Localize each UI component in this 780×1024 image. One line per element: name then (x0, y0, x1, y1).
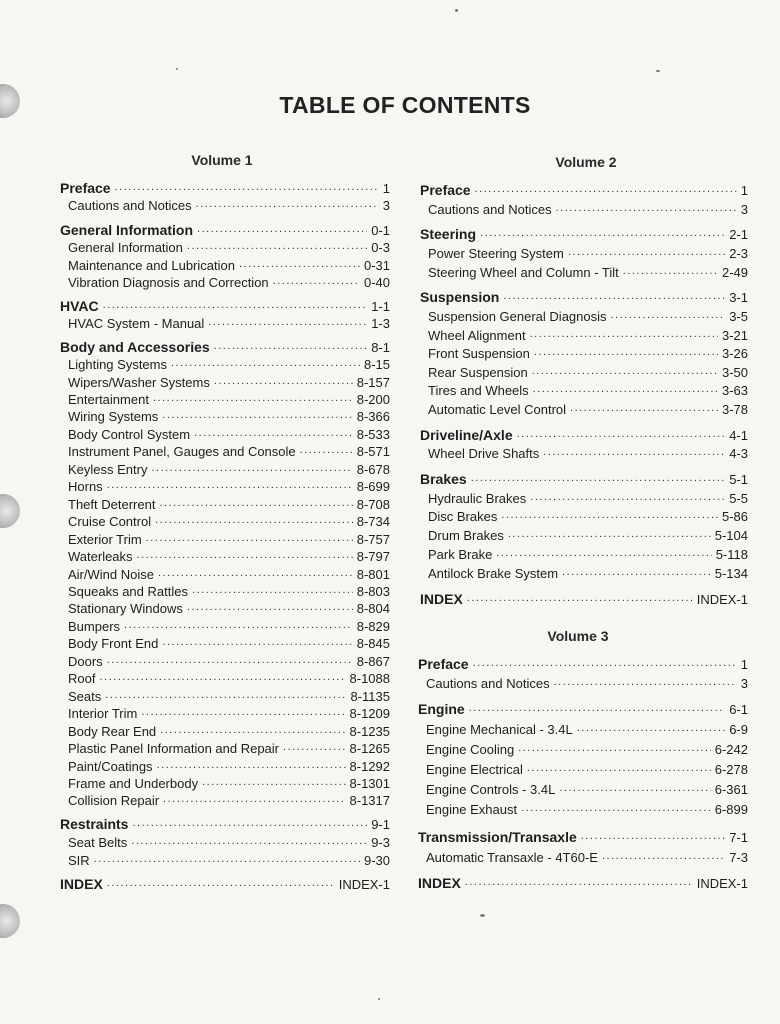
toc-page-number: 3-78 (721, 402, 748, 417)
dot-leader (157, 759, 346, 771)
toc-section-entry (60, 814, 390, 832)
toc-page-number: 8-1209 (349, 706, 390, 721)
toc-subsection-entry (60, 738, 390, 756)
toc-entry-title: Wheel Drive Shafts (428, 446, 540, 461)
toc-page-number: 8-1317 (349, 793, 390, 808)
dot-leader (473, 657, 737, 669)
toc-page-number: 8-829 (356, 619, 390, 634)
dot-leader (137, 549, 353, 561)
toc-entry-title: Disc Brakes (428, 509, 498, 524)
dot-leader (239, 258, 360, 270)
punch-hole-bottom (0, 904, 20, 938)
dot-leader (554, 676, 737, 688)
toc-entry-title: Tires and Wheels (428, 383, 529, 398)
toc-entry-title: Exterior Trim (68, 532, 142, 547)
toc-subsection-entry (60, 494, 390, 512)
toc-subsection-entry (420, 306, 748, 324)
dot-leader (158, 567, 353, 579)
scan-speck (176, 68, 178, 70)
toc-page-number: INDEX-1 (696, 876, 748, 891)
toc-page-number: 8-157 (356, 375, 390, 390)
toc-subsection-entry (60, 255, 390, 273)
toc-page-number: 3-63 (721, 383, 748, 398)
toc-entry-title: Doors (68, 654, 103, 669)
toc-entry-title: Plastic Panel Information and Repair (68, 741, 280, 756)
toc-page-number: 8-571 (356, 444, 390, 459)
toc-section-entry (420, 180, 748, 198)
dot-leader (103, 299, 368, 311)
toc-subsection-entry (60, 686, 390, 704)
toc-page-number: 8-200 (356, 392, 390, 407)
toc-page-number: 8-15 (363, 357, 390, 372)
toc-subsection-entry (420, 488, 748, 506)
toc-entry-title: Preface (420, 182, 471, 198)
toc-page-number: 9-1 (371, 817, 390, 832)
dot-leader (214, 375, 353, 387)
toc-page-number: 6-278 (714, 762, 748, 777)
toc-subsection-entry (60, 546, 390, 564)
toc-section-entry (418, 699, 748, 717)
toc-entry-title: Cautions and Notices (68, 198, 192, 213)
toc-entry-title: General Information (68, 240, 183, 255)
toc-entry-title: Lighting Systems (68, 357, 167, 372)
toc-page-number: 8-1135 (350, 689, 390, 704)
dot-leader (534, 346, 718, 358)
volume-heading: Volume 3 (547, 628, 609, 644)
toc-subsection-entry (420, 443, 748, 461)
toc-entry-title: Rear Suspension (428, 365, 528, 380)
dot-leader (196, 198, 379, 210)
toc-entry-title: Body and Accessories (60, 339, 210, 355)
dot-leader (187, 240, 367, 252)
toc-page-number: 3-50 (721, 365, 748, 380)
toc-section-entry (420, 589, 748, 607)
toc-page-number: 8-1 (371, 340, 390, 355)
dot-leader (300, 444, 353, 456)
toc-page-number: 5-118 (715, 547, 748, 562)
toc-page-number: 4-3 (729, 446, 748, 461)
toc-entry-title: Wiring Systems (68, 409, 159, 424)
dot-leader (159, 497, 352, 509)
toc-entry-title: Vibration Diagnosis and Correction (68, 275, 269, 290)
toc-subsection-entry (418, 779, 748, 797)
toc-page-number: 2-1 (729, 227, 748, 242)
toc-subsection-entry (60, 703, 390, 721)
toc-entry-title: Seats (68, 689, 102, 704)
toc-entry-title: Engine Exhaust (426, 802, 518, 817)
toc-entry-title: Cautions and Notices (426, 676, 550, 691)
toc-subsection-entry (60, 581, 390, 599)
dot-leader (132, 817, 367, 829)
toc-subsection-entry (60, 406, 390, 424)
dot-leader (577, 722, 726, 734)
toc-page-number: 8-1088 (349, 671, 390, 686)
dot-leader (197, 223, 367, 235)
toc-subsection-entry (60, 832, 390, 850)
toc-page-number: 8-366 (356, 409, 390, 424)
toc-subsection-entry (418, 739, 748, 757)
toc-entry-title: INDEX (420, 591, 463, 607)
toc-entry-title: Engine Mechanical - 3.4L (426, 722, 573, 737)
dot-leader (623, 265, 718, 277)
dot-leader (559, 782, 710, 794)
toc-subsection-entry (60, 195, 390, 213)
toc-page-number: 8-1265 (349, 741, 390, 756)
toc-entry-title: Steering (420, 226, 477, 242)
punch-hole-middle (0, 494, 20, 528)
toc-section-entry (420, 224, 748, 242)
toc-page-number: 5-1 (729, 472, 748, 487)
toc-entry-title: Antilock Brake System (428, 566, 559, 581)
dot-leader (99, 671, 345, 683)
toc-subsection-entry (60, 424, 390, 442)
dot-leader (107, 654, 353, 666)
toc-entry-title: Restraints (60, 816, 129, 832)
dot-leader (543, 446, 725, 458)
dot-leader (131, 835, 367, 847)
toc-page-number: 8-1235 (349, 724, 390, 739)
toc-page-number: 1 (740, 183, 748, 198)
toc-entry-title: Instrument Panel, Gauges and Console (68, 444, 296, 459)
toc-subsection-entry (418, 759, 748, 777)
toc-subsection-entry (60, 598, 390, 616)
toc-subsection-entry (418, 719, 748, 737)
dot-leader (570, 402, 718, 414)
toc-subsection-entry (60, 756, 390, 774)
toc-subsection-entry (420, 525, 748, 543)
toc-entry-title: Suspension General Diagnosis (428, 309, 607, 324)
volume-heading: Volume 1 (191, 152, 253, 168)
toc-page-number: 3 (740, 202, 748, 217)
dot-leader (533, 383, 718, 395)
toc-subsection-entry (420, 563, 748, 581)
toc-page-number: 3 (382, 198, 390, 213)
toc-page-number: 8-699 (356, 479, 390, 494)
dot-leader (194, 427, 353, 439)
toc-entry-title: Seat Belts (68, 835, 128, 850)
toc-subsection-entry (420, 380, 748, 398)
toc-subsection-entry (418, 847, 748, 865)
dot-leader (107, 877, 335, 889)
toc-section-entry (60, 220, 390, 238)
toc-page-number: 9-30 (363, 853, 390, 868)
toc-entry-title: Engine Electrical (426, 762, 523, 777)
toc-entry-title: HVAC (60, 298, 99, 314)
toc-page-number: 5-86 (721, 509, 748, 524)
toc-entry-title: INDEX (60, 876, 103, 892)
dot-leader (480, 227, 725, 239)
toc-entry-title: Cautions and Notices (428, 202, 552, 217)
toc-section-entry (60, 178, 390, 196)
toc-entry-title: Roof (68, 671, 96, 686)
toc-page-number: 3-26 (721, 346, 748, 361)
toc-entry-title: Squeaks and Rattles (68, 584, 188, 599)
toc-page-number: 5-104 (714, 528, 748, 543)
toc-section-entry (418, 873, 748, 891)
toc-page-number: 3-21 (721, 328, 748, 343)
toc-page-number: 1-3 (371, 316, 390, 331)
toc-page-number: 5-5 (729, 491, 748, 506)
volume-heading: Volume 2 (555, 154, 617, 170)
toc-entry-title: Front Suspension (428, 346, 530, 361)
toc-subsection-entry (420, 399, 748, 417)
dot-leader (153, 392, 353, 404)
toc-page-number: 1 (382, 181, 390, 196)
toc-subsection-entry (60, 354, 390, 372)
dot-leader (475, 183, 737, 195)
toc-entry-title: Body Rear End (68, 724, 157, 739)
dot-leader (503, 290, 725, 302)
toc-subsection-entry (60, 529, 390, 547)
toc-page-number: 5-134 (714, 566, 748, 581)
toc-entry-title: Wheel Alignment (428, 328, 526, 343)
toc-subsection-entry (60, 372, 390, 390)
scan-speck (455, 9, 458, 12)
toc-page-number: 0-40 (363, 275, 390, 290)
toc-subsection-entry (60, 272, 390, 290)
toc-page-number: 2-49 (721, 265, 748, 280)
dot-leader (273, 275, 360, 287)
toc-page-number: 8-845 (356, 636, 390, 651)
toc-subsection-entry (60, 237, 390, 255)
toc-subsection-entry (418, 799, 748, 817)
page-title: TABLE OF CONTENTS (279, 92, 531, 118)
toc-entry-title: Brakes (420, 471, 467, 487)
toc-page-number: INDEX-1 (338, 877, 390, 892)
toc-page-number: 0-1 (371, 223, 390, 238)
toc-subsection-entry (420, 343, 748, 361)
toc-subsection-entry (60, 511, 390, 529)
dot-leader (527, 762, 711, 774)
toc-page-number: 8-708 (356, 497, 390, 512)
toc-subsection-entry (418, 673, 748, 691)
dot-leader (611, 309, 726, 321)
toc-subsection-entry (420, 506, 748, 524)
toc-page-number: 0-3 (371, 240, 390, 255)
scan-speck (656, 70, 660, 72)
dot-leader (496, 547, 711, 559)
toc-entry-title: SIR (68, 853, 90, 868)
dot-leader (283, 741, 346, 753)
toc-section-entry (418, 827, 748, 845)
toc-subsection-entry (420, 325, 748, 343)
toc-page-number: 3-5 (729, 309, 748, 324)
toc-page-number: 8-1301 (349, 776, 390, 791)
dot-leader (562, 566, 711, 578)
dot-leader (602, 850, 725, 862)
dot-leader (171, 357, 360, 369)
toc-section-entry (418, 654, 748, 672)
toc-subsection-entry (60, 633, 390, 651)
toc-page-number: 3-1 (729, 290, 748, 305)
toc-subsection-entry (60, 476, 390, 494)
dot-leader (465, 876, 693, 888)
toc-page-number: 1-1 (371, 299, 390, 314)
dot-leader (467, 592, 693, 604)
dot-leader (192, 584, 353, 596)
toc-page-number: 8-803 (356, 584, 390, 599)
toc-subsection-entry (60, 850, 390, 868)
dot-leader (124, 619, 353, 631)
toc-subsection-entry (60, 389, 390, 407)
toc-page-number: 6-242 (714, 742, 748, 757)
dot-leader (163, 793, 345, 805)
toc-subsection-entry (60, 459, 390, 477)
toc-subsection-entry (60, 616, 390, 634)
toc-entry-title: Stationary Windows (68, 601, 183, 616)
toc-entry-title: INDEX (418, 875, 461, 891)
dot-leader (517, 428, 726, 440)
toc-subsection-entry (420, 362, 748, 380)
dot-leader (532, 365, 718, 377)
toc-entry-title: Keyless Entry (68, 462, 148, 477)
toc-entry-title: General Information (60, 222, 194, 238)
dot-leader (202, 776, 345, 788)
dot-leader (208, 316, 367, 328)
toc-section-entry (60, 296, 390, 314)
toc-subsection-entry (420, 544, 748, 562)
toc-entry-title: Entertainment (68, 392, 149, 407)
toc-subsection-entry (60, 564, 390, 582)
toc-entry-title: Frame and Underbody (68, 776, 199, 791)
toc-page-number: 6-9 (729, 722, 748, 737)
toc-subsection-entry (60, 441, 390, 459)
toc-page-number: 8-801 (356, 567, 390, 582)
toc-entry-title: Bumpers (68, 619, 121, 634)
toc-entry-title: HVAC System - Manual (68, 316, 205, 331)
toc-entry-title: Suspension (420, 289, 500, 305)
dot-leader (471, 472, 726, 484)
toc-entry-title: Body Control System (68, 427, 191, 442)
toc-page-number: 1 (740, 657, 748, 672)
toc-entry-title: Automatic Transaxle - 4T60-E (426, 850, 598, 865)
toc-entry-title: Theft Deterrent (68, 497, 156, 512)
toc-entry-title: Interior Trim (68, 706, 138, 721)
toc-entry-title: Maintenance and Lubrication (68, 258, 235, 273)
toc-entry-title: Engine Cooling (426, 742, 515, 757)
toc-page-number: 8-797 (356, 549, 390, 564)
toc-page-number: 7-1 (729, 830, 748, 845)
toc-subsection-entry (420, 262, 748, 280)
toc-entry-title: Preface (418, 656, 469, 672)
toc-page-number: 8-678 (356, 462, 390, 477)
toc-entry-title: Paint/Coatings (68, 759, 153, 774)
toc-page-number: 6-361 (714, 782, 748, 797)
dot-leader (521, 802, 711, 814)
toc-entry-title: Automatic Level Control (428, 402, 567, 417)
toc-section-entry (420, 287, 748, 305)
toc-subsection-entry (420, 243, 748, 261)
toc-subsection-entry (60, 721, 390, 739)
toc-page-number: 2-3 (729, 246, 748, 261)
toc-page-number: 8-804 (356, 601, 390, 616)
toc-entry-title: Collision Repair (68, 793, 160, 808)
toc-section-entry (60, 337, 390, 355)
dot-leader (107, 479, 353, 491)
toc-section-entry (420, 425, 748, 443)
dot-leader (581, 830, 725, 842)
toc-entry-title: Steering Wheel and Column - Tilt (428, 265, 619, 280)
dot-leader (469, 702, 726, 714)
dot-leader (530, 328, 718, 340)
toc-entry-title: Air/Wind Noise (68, 567, 154, 582)
dot-leader (530, 491, 725, 503)
toc-entry-title: Transmission/Transaxle (418, 829, 577, 845)
toc-subsection-entry (60, 668, 390, 686)
toc-subsection-entry (60, 773, 390, 791)
toc-entry-title: Park Brake (428, 547, 493, 562)
dot-leader (151, 462, 352, 474)
scan-speck (378, 998, 380, 1000)
toc-page-number: 4-1 (729, 428, 748, 443)
toc-entry-title: Driveline/Axle (420, 427, 513, 443)
toc-page-number: 6-899 (714, 802, 748, 817)
dot-leader (568, 246, 725, 258)
toc-entry-title: Waterleaks (68, 549, 133, 564)
toc-section-entry (420, 469, 748, 487)
toc-entry-title: Horns (68, 479, 103, 494)
toc-page-number: 0-31 (363, 258, 390, 273)
dot-leader (518, 742, 711, 754)
toc-entry-title: Hydraulic Brakes (428, 491, 527, 506)
dot-leader (160, 724, 345, 736)
toc-entry-title: Preface (60, 180, 111, 196)
scan-speck (480, 914, 485, 917)
dot-leader (146, 532, 353, 544)
toc-entry-title: Cruise Control (68, 514, 152, 529)
toc-subsection-entry (60, 313, 390, 331)
toc-page-number: 6-1 (729, 702, 748, 717)
toc-page-number: INDEX-1 (696, 592, 748, 607)
toc-section-entry (60, 874, 390, 892)
dot-leader (187, 601, 353, 613)
dot-leader (141, 706, 345, 718)
toc-page-number: 8-533 (356, 427, 390, 442)
toc-entry-title: Wipers/Washer Systems (68, 375, 210, 390)
toc-subsection-entry (60, 790, 390, 808)
toc-subsection-entry (60, 651, 390, 669)
toc-entry-title: Body Front End (68, 636, 159, 651)
dot-leader (508, 528, 711, 540)
toc-page-number: 3 (740, 676, 748, 691)
dot-leader (501, 509, 718, 521)
toc-page-number: 7-3 (729, 850, 748, 865)
toc-page-number: 8-1292 (349, 759, 390, 774)
toc-entry-title: Engine (418, 701, 465, 717)
dot-leader (214, 340, 368, 352)
toc-page-number: 8-734 (356, 514, 390, 529)
toc-subsection-entry (420, 199, 748, 217)
dot-leader (94, 853, 360, 865)
toc-entry-title: Power Steering System (428, 246, 564, 261)
dot-leader (162, 409, 352, 421)
dot-leader (556, 202, 737, 214)
dot-leader (155, 514, 353, 526)
toc-page-number: 9-3 (371, 835, 390, 850)
dot-leader (105, 689, 346, 701)
toc-entry-title: Drum Brakes (428, 528, 504, 543)
dot-leader (115, 181, 379, 193)
toc-page-number: 8-757 (356, 532, 390, 547)
dot-leader (162, 636, 352, 648)
toc-entry-title: Engine Controls - 3.4L (426, 782, 556, 797)
toc-page-number: 8-867 (356, 654, 390, 669)
